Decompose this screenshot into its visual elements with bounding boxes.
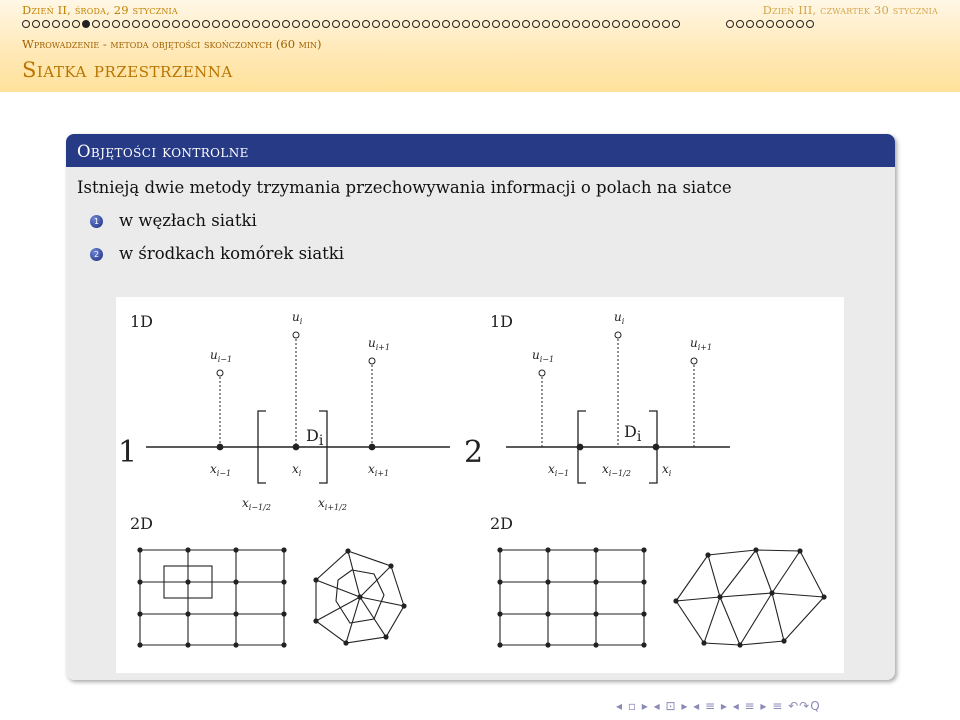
frame-dot[interactable] bbox=[736, 20, 744, 28]
value-marker bbox=[539, 370, 545, 376]
frame-dots-right[interactable] bbox=[726, 20, 814, 32]
frame-dot[interactable] bbox=[402, 20, 410, 28]
frame-dot[interactable] bbox=[562, 20, 570, 28]
intro-text: Istnieją dwie metody trzymania przechowywania informacji o polach na siatce bbox=[77, 178, 732, 197]
grid-figure bbox=[116, 297, 844, 673]
frame-dot[interactable] bbox=[272, 20, 280, 28]
frame-dot[interactable] bbox=[292, 20, 300, 28]
frame-dot[interactable] bbox=[726, 20, 734, 28]
u-label: $u_i$ bbox=[292, 310, 303, 326]
triangle-mesh bbox=[676, 550, 824, 645]
frame-dot[interactable] bbox=[492, 20, 500, 28]
frame-title: Siatka przestrzenna bbox=[22, 58, 233, 82]
frame-dot[interactable] bbox=[552, 20, 560, 28]
grid-diagram bbox=[116, 297, 844, 673]
frame-dot[interactable] bbox=[482, 20, 490, 28]
triangle-mesh-nodes bbox=[673, 547, 826, 647]
frame-dot[interactable] bbox=[572, 20, 580, 28]
frame-dot[interactable] bbox=[32, 20, 40, 28]
x-label: $x_i$ bbox=[662, 462, 672, 478]
frame-dot[interactable] bbox=[192, 20, 200, 28]
frame-dot[interactable] bbox=[282, 20, 290, 28]
frame-dot[interactable] bbox=[382, 20, 390, 28]
value-marker bbox=[615, 332, 621, 338]
frame-dot[interactable] bbox=[52, 20, 60, 28]
frame-dot[interactable] bbox=[612, 20, 620, 28]
frame-dot[interactable] bbox=[412, 20, 420, 28]
frame-dot[interactable] bbox=[602, 20, 610, 28]
scheme-number: 2 bbox=[464, 435, 484, 470]
frame-dot[interactable] bbox=[442, 20, 450, 28]
cell-label: Di bbox=[624, 422, 642, 445]
u-label: $u_{i-1}$ bbox=[532, 348, 555, 364]
frame-dot[interactable] bbox=[342, 20, 350, 28]
u-label: $u_i$ bbox=[614, 310, 625, 326]
frame-dot[interactable] bbox=[662, 20, 670, 28]
frame-dot[interactable] bbox=[22, 20, 30, 28]
frame-dot[interactable] bbox=[362, 20, 370, 28]
list-item bbox=[90, 211, 257, 230]
frame-dot[interactable] bbox=[632, 20, 640, 28]
frame-dot[interactable] bbox=[582, 20, 590, 28]
scheme-number: 1 bbox=[118, 435, 138, 470]
frame-dot[interactable] bbox=[202, 20, 210, 28]
frame-dot[interactable] bbox=[512, 20, 520, 28]
frame-dot[interactable] bbox=[172, 20, 180, 28]
frame-dot[interactable] bbox=[746, 20, 754, 28]
frame-dot[interactable] bbox=[242, 20, 250, 28]
list-item-text: w środkach komórek siatki bbox=[119, 244, 345, 263]
frame-dot[interactable] bbox=[152, 20, 160, 28]
frame-dot[interactable] bbox=[212, 20, 220, 28]
frame-dot[interactable] bbox=[142, 20, 150, 28]
subsection-title[interactable]: Wprowadzenie - metoda objętości skończonych (60 min) bbox=[22, 37, 322, 51]
frame-dot[interactable] bbox=[392, 20, 400, 28]
frame-dot[interactable] bbox=[422, 20, 430, 28]
label-2d: 2D bbox=[490, 514, 514, 533]
x-label: $x_{i+1}$ bbox=[368, 462, 390, 478]
list-item-text: w węzłach siatki bbox=[119, 211, 257, 230]
frame-dot[interactable] bbox=[322, 20, 330, 28]
frame-dot[interactable] bbox=[122, 20, 130, 28]
structured-grid bbox=[140, 550, 284, 645]
frame-dot[interactable] bbox=[252, 20, 260, 28]
frame-dot[interactable] bbox=[132, 20, 140, 28]
u-label: $u_{i+1}$ bbox=[368, 336, 391, 352]
grid-node bbox=[369, 444, 376, 451]
half-label: $x_{i+1/2}$ bbox=[318, 496, 347, 512]
beamer-navigation-symbols[interactable]: ◂ ▫ ▸ ◂ ⊡ ▸ ◂ ≡ ▸ ◂ ≡ ▸ ≡ ↶↷Q bbox=[616, 699, 821, 713]
frame-dot[interactable] bbox=[92, 20, 100, 28]
block-title: Objętości kontrolne bbox=[66, 134, 895, 167]
label-1d: 1D bbox=[130, 312, 154, 331]
content-block bbox=[66, 134, 895, 680]
frame-dot[interactable] bbox=[472, 20, 480, 28]
frame-dot[interactable] bbox=[502, 20, 510, 28]
enum-number-ball: 1 bbox=[90, 215, 103, 228]
structured-grid bbox=[500, 550, 644, 645]
frame-dot[interactable] bbox=[532, 20, 540, 28]
frame-dot[interactable] bbox=[372, 20, 380, 28]
grid-node bbox=[653, 444, 660, 451]
frame-dot[interactable] bbox=[222, 20, 230, 28]
frame-dot[interactable] bbox=[806, 20, 814, 28]
x-label: $x_{i-1}$ bbox=[210, 462, 232, 478]
header-bar bbox=[0, 0, 960, 92]
frame-dot[interactable] bbox=[462, 20, 470, 28]
half-label: $x_{i-1/2}$ bbox=[242, 496, 271, 512]
frame-dots-left[interactable] bbox=[22, 20, 680, 32]
frame-dot[interactable] bbox=[82, 20, 90, 28]
grid-node bbox=[217, 444, 224, 451]
frame-dot[interactable] bbox=[652, 20, 660, 28]
frame-dot[interactable] bbox=[522, 20, 530, 28]
value-marker bbox=[217, 370, 223, 376]
frame-dot[interactable] bbox=[182, 20, 190, 28]
u-label: $u_{i+1}$ bbox=[690, 336, 713, 352]
label-2d: 2D bbox=[130, 514, 154, 533]
value-marker bbox=[691, 358, 697, 364]
frame-dot[interactable] bbox=[112, 20, 120, 28]
frame-dot[interactable] bbox=[756, 20, 764, 28]
hex-grid-nodes bbox=[313, 548, 406, 645]
frame-dot[interactable] bbox=[592, 20, 600, 28]
x-label: $x_{i-1/2}$ bbox=[602, 462, 631, 478]
list-item bbox=[90, 244, 344, 263]
frame-dot[interactable] bbox=[42, 20, 50, 28]
frame-dot[interactable] bbox=[312, 20, 320, 28]
frame-dot[interactable] bbox=[542, 20, 550, 28]
frame-dot[interactable] bbox=[672, 20, 680, 28]
frame-dot[interactable] bbox=[62, 20, 70, 28]
x-label: $x_i$ bbox=[292, 462, 302, 478]
frame-dot[interactable] bbox=[796, 20, 804, 28]
x-label: $x_{i-1}$ bbox=[548, 462, 570, 478]
frame-dot[interactable] bbox=[776, 20, 784, 28]
frame-dot[interactable] bbox=[332, 20, 340, 28]
frame-dot[interactable] bbox=[432, 20, 440, 28]
label-1d: 1D bbox=[490, 312, 514, 331]
frame-dot[interactable] bbox=[302, 20, 310, 28]
value-marker bbox=[293, 332, 299, 338]
frame-dot[interactable] bbox=[352, 20, 360, 28]
frame-dot[interactable] bbox=[766, 20, 774, 28]
enum-number-ball: 2 bbox=[90, 248, 103, 261]
u-label: $u_{i-1}$ bbox=[210, 348, 233, 364]
structured-grid-nodes bbox=[497, 547, 646, 647]
frame-dot[interactable] bbox=[786, 20, 794, 28]
nav-day-right[interactable]: Dzień III, czwartek 30 stycznia bbox=[762, 3, 938, 17]
frame-dot[interactable] bbox=[72, 20, 80, 28]
grid-node bbox=[293, 444, 300, 451]
value-marker bbox=[369, 358, 375, 364]
frame-dot[interactable] bbox=[622, 20, 630, 28]
frame-dot[interactable] bbox=[102, 20, 110, 28]
frame-dot[interactable] bbox=[262, 20, 270, 28]
frame-dot[interactable] bbox=[452, 20, 460, 28]
frame-dot[interactable] bbox=[642, 20, 650, 28]
nav-day-left[interactable]: Dzień II, środa, 29 stycznia bbox=[22, 3, 178, 17]
frame-dot[interactable] bbox=[162, 20, 170, 28]
cell-label: Di bbox=[306, 426, 324, 449]
frame-dot[interactable] bbox=[232, 20, 240, 28]
